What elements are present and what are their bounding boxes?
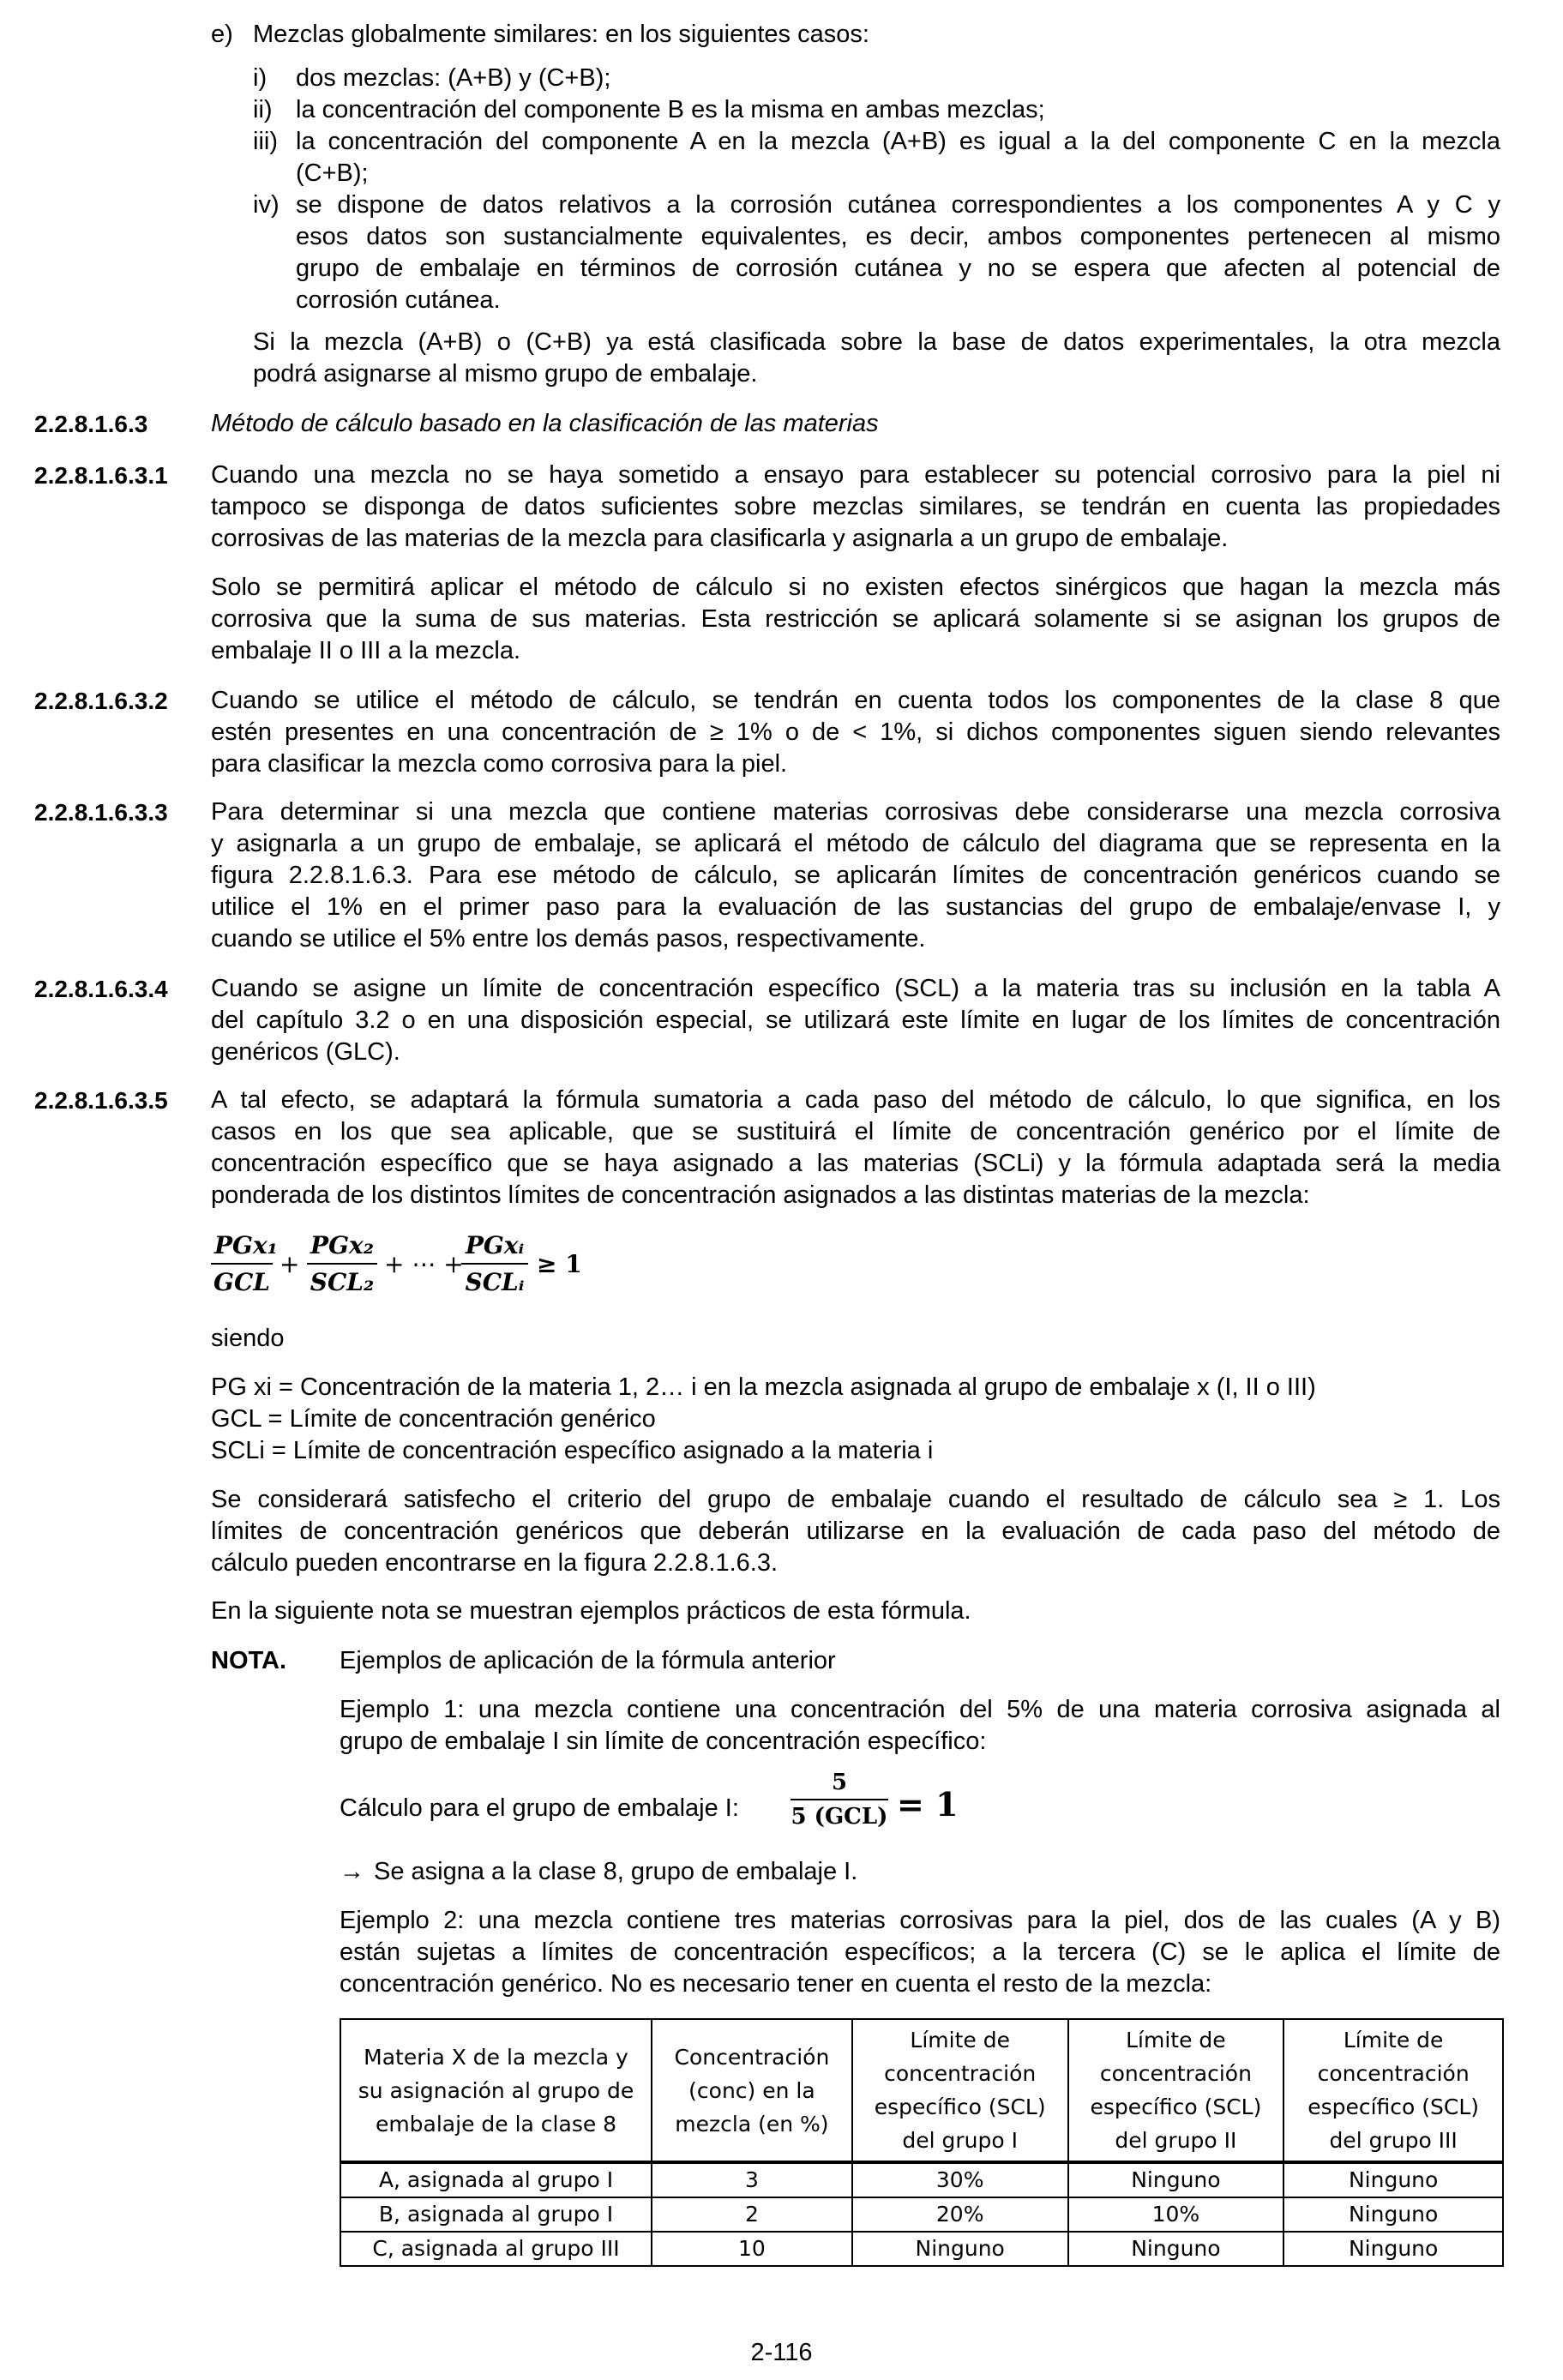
header-scl-grupo-ii: Límite de concentración específico (SCL) del grupo II [1068, 2019, 1284, 2162]
table-row [340, 2162, 1503, 2197]
subitem-i-label: i) [253, 64, 268, 92]
note-intro: En la siguiente nota se muestran ejemplos prácticos de esta fórmula. [211, 1597, 971, 1625]
table-cell: A, asignada al grupo I [340, 2162, 652, 2197]
table-cell: C, asignada al grupo III [340, 2232, 652, 2266]
table-cell: Ninguno [852, 2232, 1068, 2266]
item-e-closing: Si la mezcla (A+B) o (C+B) ya está clasificada sobre la base de datos experimentales, la otra mezcla podrá asignarse al mismo grupo de embalaje. [253, 328, 1500, 388]
siendo-label: siendo [211, 1325, 285, 1352]
table-cell: Ninguno [1283, 2197, 1503, 2232]
section-number: 2.2.8.1.6.3.3 [34, 799, 168, 826]
formula-rhs: ≥ 1 [537, 1250, 582, 1278]
header-scl-grupo-i: Límite de concentración específico (SCL) del grupo I [852, 2019, 1068, 2162]
table-row [340, 2232, 1503, 2266]
calc-formula [791, 1770, 979, 1847]
subitem-iv-label: iv) [253, 191, 280, 219]
table-cell: 2 [652, 2197, 852, 2232]
example-1-result: Se asigna a la clase 8, grupo de embalaje I. [374, 1858, 858, 1885]
subitem-iv-text: se dispone de datos relativos a la corrosión cutánea correspondientes a los componentes A y C y esos datos son sustancialmente equivalentes, es decir, ambos componentes pertenecen al mismo grupo de embalaje en términos de corrosión cutánea y no se espera que afecten al potencial de corrosión cutánea. [296, 191, 1500, 314]
item-e-label: e) [211, 21, 233, 48]
header-materia: Materia X de la mezcla y su asignación al grupo de embalaje de la clase 8 [340, 2019, 652, 2162]
section-paragraph: Cuando se asigne un límite de concentración específico (SCL) a la materia tras su inclusión en la tabla A del capítulo 3.2 o en una disposición especial, se utilizará este límite en lugar de los límites de concentración genéricos (GLC). [211, 975, 1500, 1066]
section-paragraph: Para determinar si una mezcla que contiene materias corrosivas debe considerarse una mezcla corrosiva y asignarla a un grupo de embalaje, se aplicará el método de cálculo del diagrama que se representa en la figura 2.2.8.1.6.3. Para ese método de cálculo, se aplicarán límites de concentración genéricos cuando se utilice el 1% en el primer paso para la evaluación de las sustancias del grupo de embalaje/envase I, y cuando se utilice el 5% entre los demás pasos, respectivamente. [211, 798, 1500, 953]
arrow-icon: → [340, 1858, 364, 1885]
table-cell: 10 [652, 2232, 852, 2266]
subitem-iii-text: la concentración del componente A en la mezcla (A+B) es igual a la del componente C en la mezcla (C+B); [296, 128, 1500, 187]
formula-plus: + [280, 1250, 300, 1278]
header-concentracion: Concentración (conc) en la mezcla (en %) [652, 2019, 852, 2162]
subitem-ii-text: la concentración del componente B es la misma en ambas mezclas; [296, 96, 1045, 123]
table-cell: 3 [652, 2162, 852, 2197]
table-header-row [340, 2019, 1503, 2162]
table-cell: 20% [852, 2197, 1068, 2232]
section-number: 2.2.8.1.6.3.1 [34, 462, 168, 489]
calc-fraction: 5 5 (GCL) [791, 1770, 888, 1830]
calc-result: = 1 [897, 1785, 959, 1824]
formula-ellipsis: + ⋯ + [384, 1250, 464, 1278]
criterion-paragraph: Se considerará satisfecho el criterio del grupo de embalaje cuando el resultado de cálculo sea ≥ 1. Los límites de concentración genéricos que deberán utilizarse en la evaluación de cada paso del método de cálculo pueden encontrarse en la figura 2.2.8.1.6.3. [211, 1486, 1500, 1577]
page-number: 2-116 [750, 2339, 813, 2366]
section-paragraph: Cuando una mezcla no se haya sometido a ensayo para establecer su potencial corrosivo para la piel ni tampoco se disponga de datos suficientes sobre mezclas similares, se tendrán en cuenta las propiedades corrosivas de las materias de la mezcla para clasificarla y asignarla a un grupo de embalaje. [211, 461, 1500, 552]
table-cell: Ninguno [1283, 2162, 1503, 2197]
section-number: 2.2.8.1.6.3.4 [34, 976, 168, 1002]
nota-title: Ejemplos de aplicación de la fórmula anterior [340, 1647, 836, 1674]
definition-gcl: GCL = Límite de concentración genérico [211, 1405, 656, 1433]
section-paragraph: Solo se permitirá aplicar el método de cálculo si no existen efectos sinérgicos que hagan la mezcla más corrosiva que la suma de sus materias. Esta restricción se aplicará solamente si se asignan los grupos de embalaje II o III a la mezcla. [211, 574, 1500, 664]
example-1-text: Ejemplo 1: una mezcla contiene una concentración del 5% de una materia corrosiva asignada al grupo de embalaje I sin límite de concentración específico: [340, 1696, 1500, 1755]
nota-label: NOTA. [211, 1647, 287, 1674]
subitem-ii-label: ii) [253, 96, 273, 123]
table-cell: Ninguno [1068, 2232, 1284, 2266]
section-paragraph: A tal efecto, se adaptará la fórmula sumatoria a cada paso del método de cálculo, lo que significa, en los casos en los que sea aplicable, que se sustituirá el límite de concentración genérico por el límite de concentración específico que se haya asignado a las materias (SCLi) y la fórmula adaptada será la media ponderada de los distintos límites de concentración asignados a las distintas materias de la mezcla: [211, 1086, 1500, 1209]
calc-label: Cálculo para el grupo de embalaje I: [340, 1794, 739, 1822]
table-cell: Ninguno [1283, 2232, 1503, 2266]
formula-term-1: PGx₁ GCL [211, 1231, 273, 1296]
formula-term-i: PGxᵢ SCLᵢ [461, 1231, 528, 1296]
item-e-title: Mezclas globalmente similares: en los siguientes casos: [253, 21, 869, 48]
formula-term-2: PGx₂ SCL₂ [307, 1231, 377, 1296]
summation-formula [211, 1231, 605, 1308]
header-scl-grupo-iii: Límite de concentración específico (SCL) del grupo III [1283, 2019, 1503, 2162]
example-2-text: Ejemplo 2: una mezcla contiene tres materias corrosivas para la piel, dos de las cuales (A y B) están sujetas a límites de concentración específicos; a la tercera (C) se le aplica el límite de concentración genérico. No es necesario tener en cuenta el resto de la mezcla: [340, 1907, 1500, 1998]
definition-pgxi: PG xi = Concentración de la materia 1, 2… i en la mezcla asignada al grupo de embalaje x (I, II o III) [211, 1373, 1316, 1401]
section-number: 2.2.8.1.6.3.5 [34, 1087, 168, 1114]
table-cell: 10% [1068, 2197, 1284, 2232]
scl-table [340, 2018, 1504, 2267]
section-number: 2.2.8.1.6.3 [34, 411, 148, 437]
table-cell: Ninguno [1068, 2162, 1284, 2197]
section-number: 2.2.8.1.6.3.2 [34, 688, 168, 714]
section-paragraph: Cuando se utilice el método de cálculo, se tendrán en cuenta todos los componentes de la clase 8 que estén presentes en una concentración de ≥ 1% o de < 1%, si dichos componentes siguen siendo relevantes para clasificar la mezcla como corrosiva para la piel. [211, 687, 1500, 778]
subitem-iii-label: iii) [253, 128, 278, 155]
table-cell: B, asignada al grupo I [340, 2197, 652, 2232]
table-row [340, 2197, 1503, 2232]
subitem-i-text: dos mezclas: (A+B) y (C+B); [296, 64, 611, 92]
section-heading: Método de cálculo basado en la clasificación de las materias [211, 410, 879, 437]
table-cell: 30% [852, 2162, 1068, 2197]
definition-scli: SCLi = Límite de concentración específico asignado a la materia i [211, 1437, 934, 1464]
